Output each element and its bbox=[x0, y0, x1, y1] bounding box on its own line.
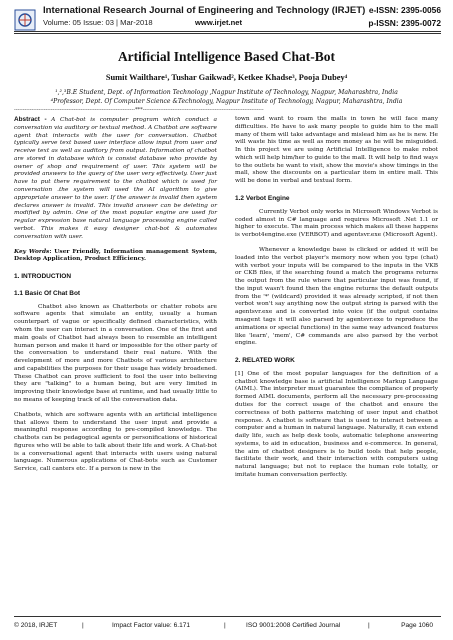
footer-page-number: Page 1060 bbox=[401, 622, 433, 629]
journal-website-link[interactable]: www.irjet.net bbox=[195, 18, 242, 27]
paragraph: Whenever a knowledge base is clicked or added it will be loaded into the verbot player's memory now when you type (chat) with verbot your inputs will be compared to the inputs in the VKB or CKB files, if the searching found a match the programs returns the output from the rule where that particular input was found, if the input wasn't found then the engine returns the default outputs from the '*' (wildcard) provided it was already scripted, if not then verbot won't say anything now the output string is parsed with the agentsvr.exe and is converted into voice (if the output contains msagent tags it will also parsed by agentsvr.exe to reproduce the animations or special functions) in the same way advanced features like 'learn', 'mem', C# commands are also parsed by the verbot engine. bbox=[235, 246, 438, 347]
footer-iso: ISO 9001:2008 Certified Journal bbox=[246, 622, 341, 629]
footer-separator: | bbox=[224, 622, 226, 629]
heading-verbot-engine: 1.2 Verbot Engine bbox=[235, 195, 290, 203]
abstract-label: Abstract - bbox=[14, 116, 47, 123]
abstract bbox=[14, 116, 217, 242]
paragraph: town and want to roam the malls in town he will face many difficulties. He have to ask many people to guide him to the mall many of them will take advantage and mislead him as he is new. He will waste his time as well as more money as he will be misguided. In this project we are using Artificial Intelligence to make robot which will help him/her to guide to the mall. It will help to find ways to the outlets he want to visit, show the movie's show timings in the mall, show the discounts on a particular item in entire mall. This will be done in verbal and textual form. bbox=[235, 116, 438, 185]
affiliation-students: ¹,²,³B.E Student, Dept. of Information Technology ,Nagpur Institute of Technology, Nagpur, Maharashtra, India bbox=[55, 89, 398, 96]
affiliation-professor: ⁴Professor, Dept. Of Computer Science &Technology, Nagpur Institute of Technology, Nagpur, Maharashtra, India bbox=[50, 98, 403, 105]
paragraph: Chatbot also known as Chatterbots or chatter robots are software agents that simulate an entity, usually a human counterpart of vague or specifically defined characteristics, with whom the user can interact in a conversation. One of the first and main goals of Chatbot had always been to resemble an intelligent human person and make it hard or impossible for the other party of the conversation to understand their real nature. With the development of more and more Chatbots of various architecture and capabilities the purposes for their usage has widely broadened. These Chatbot can prove sufficient to fool the user into believing they are "talking" to a human being, but are very limited in improving their knowledge base at runtime, and had usually little to no means of keeping track of all the conversation data. bbox=[14, 303, 217, 403]
journal-header bbox=[0, 0, 453, 40]
paragraph: Chatbots, which are software agents with an artificial intelligence that allows them to understand the user input and provide a meaningful response according to pre-compiled knowledge. The chatbots can be pedagogical agents or personifications of historical figures who will be able to talk about their life and work. A Chat-bot is a conversational agent that interacts with users using natural language. Numerous applications of Chat-bots such as Customer Service, call canters etc. If a person is new in the bbox=[14, 411, 217, 473]
irjet-logo-icon bbox=[14, 8, 36, 32]
paper-title: Artificial Intelligence Based Chat-Bot bbox=[117, 49, 336, 64]
e-issn: e-ISSN: 2395-0056 bbox=[368, 5, 441, 15]
paragraph: Currently Verbot only works in Microsoft Windows Verbot is coded almost in C# language and requires Microsoft .Net 1.1 or higher to execute. The main process which makes all these happens is verbot4engine.exe (VERBOT) and agentsvr.exe (Microsoft Agent). bbox=[235, 208, 438, 239]
abstract-text: A Chat-bot is computer program which conduct a conversation via auditory or textual method. A Chatbot are software agent that interacts with the user for conversation. Chatbot typically serve text based user interface allow input from user and receive text as well as auditory from output. Information of chatbot are stored in database which is consist database who provide by owner of shop and requirement of user. This system will be provided answers to the query of the user very effectively. User just have to put there requirement to the chatbot which is used for conversation .the system will used the AI algorithm to give appropriate answer to the user. If the answer is invalid then system declares answer is invalid. This invalid answer can be deleting or modified by admin. One of the most popular engine are used for regular expression base natural language processing engine called verbot. This makes it easy designer chat-bot & automates conversation with user. bbox=[14, 117, 217, 240]
page-footer bbox=[14, 616, 441, 636]
heading-introduction: 1. INTRODUCTION bbox=[14, 273, 72, 281]
footer-separator: | bbox=[82, 622, 84, 629]
author-list: Sumit Wailthare¹, Tushar Gaikwad², Ketkee Khadse³, Pooja Dubey⁴ bbox=[105, 73, 348, 82]
heading-basic-of-chat-bot: 1.1 Basic Of Chat Bot bbox=[14, 289, 81, 297]
keywords-text: : User Friendly, Information management System, Desktop Application, Product Efficiency. bbox=[14, 248, 217, 263]
header-divider-thin bbox=[14, 33, 441, 34]
paragraph: [1] One of the most popular languages for the definition of a chatbot knowledge base is artificial Intelligence Markup Language (AIML). The interpreter must guarantee the compliance of properly formed AIML documents, perform all the necessary pre-processing duties for the correct usage of the chatbot and ensure the correctness of both patterns matching of user input and chatbot response. A chatbot is software that is used to interact between a computer and a human in natural language. Naturally, it can extend daily life, such as help desk tools, automatic telephone answering systems, to aid in education, business and e-commerce. In general, the aim of chatbot designers is to build tools that help people, facilitate their work, and their interaction with computers using natural language; but not to replace the human role totally, or imitate human conversation perfectly. bbox=[235, 370, 438, 479]
journal-title: International Research Journal of Engineering and Technology (IRJET) bbox=[43, 5, 366, 16]
footer-divider bbox=[14, 616, 441, 617]
left-column bbox=[14, 116, 217, 481]
keywords-label: Key Words bbox=[14, 248, 50, 255]
footer-copyright: © 2018, IRJET bbox=[14, 622, 58, 629]
p-issn: p-ISSN: 2395-0072 bbox=[368, 18, 441, 28]
footer-separator: | bbox=[368, 622, 370, 629]
section-separator: ---------------------------------------------------------------------***--------------------------------------------------------------------- bbox=[14, 107, 264, 113]
volume-issue: Volume: 05 Issue: 03 | Mar-2018 bbox=[43, 18, 153, 27]
heading-related-work: 2. RELATED WORK bbox=[235, 357, 295, 365]
keywords bbox=[14, 249, 217, 265]
right-column bbox=[235, 116, 438, 487]
footer-impact-factor: Impact Factor value: 6.171 bbox=[112, 622, 191, 629]
header-divider bbox=[14, 31, 441, 32]
